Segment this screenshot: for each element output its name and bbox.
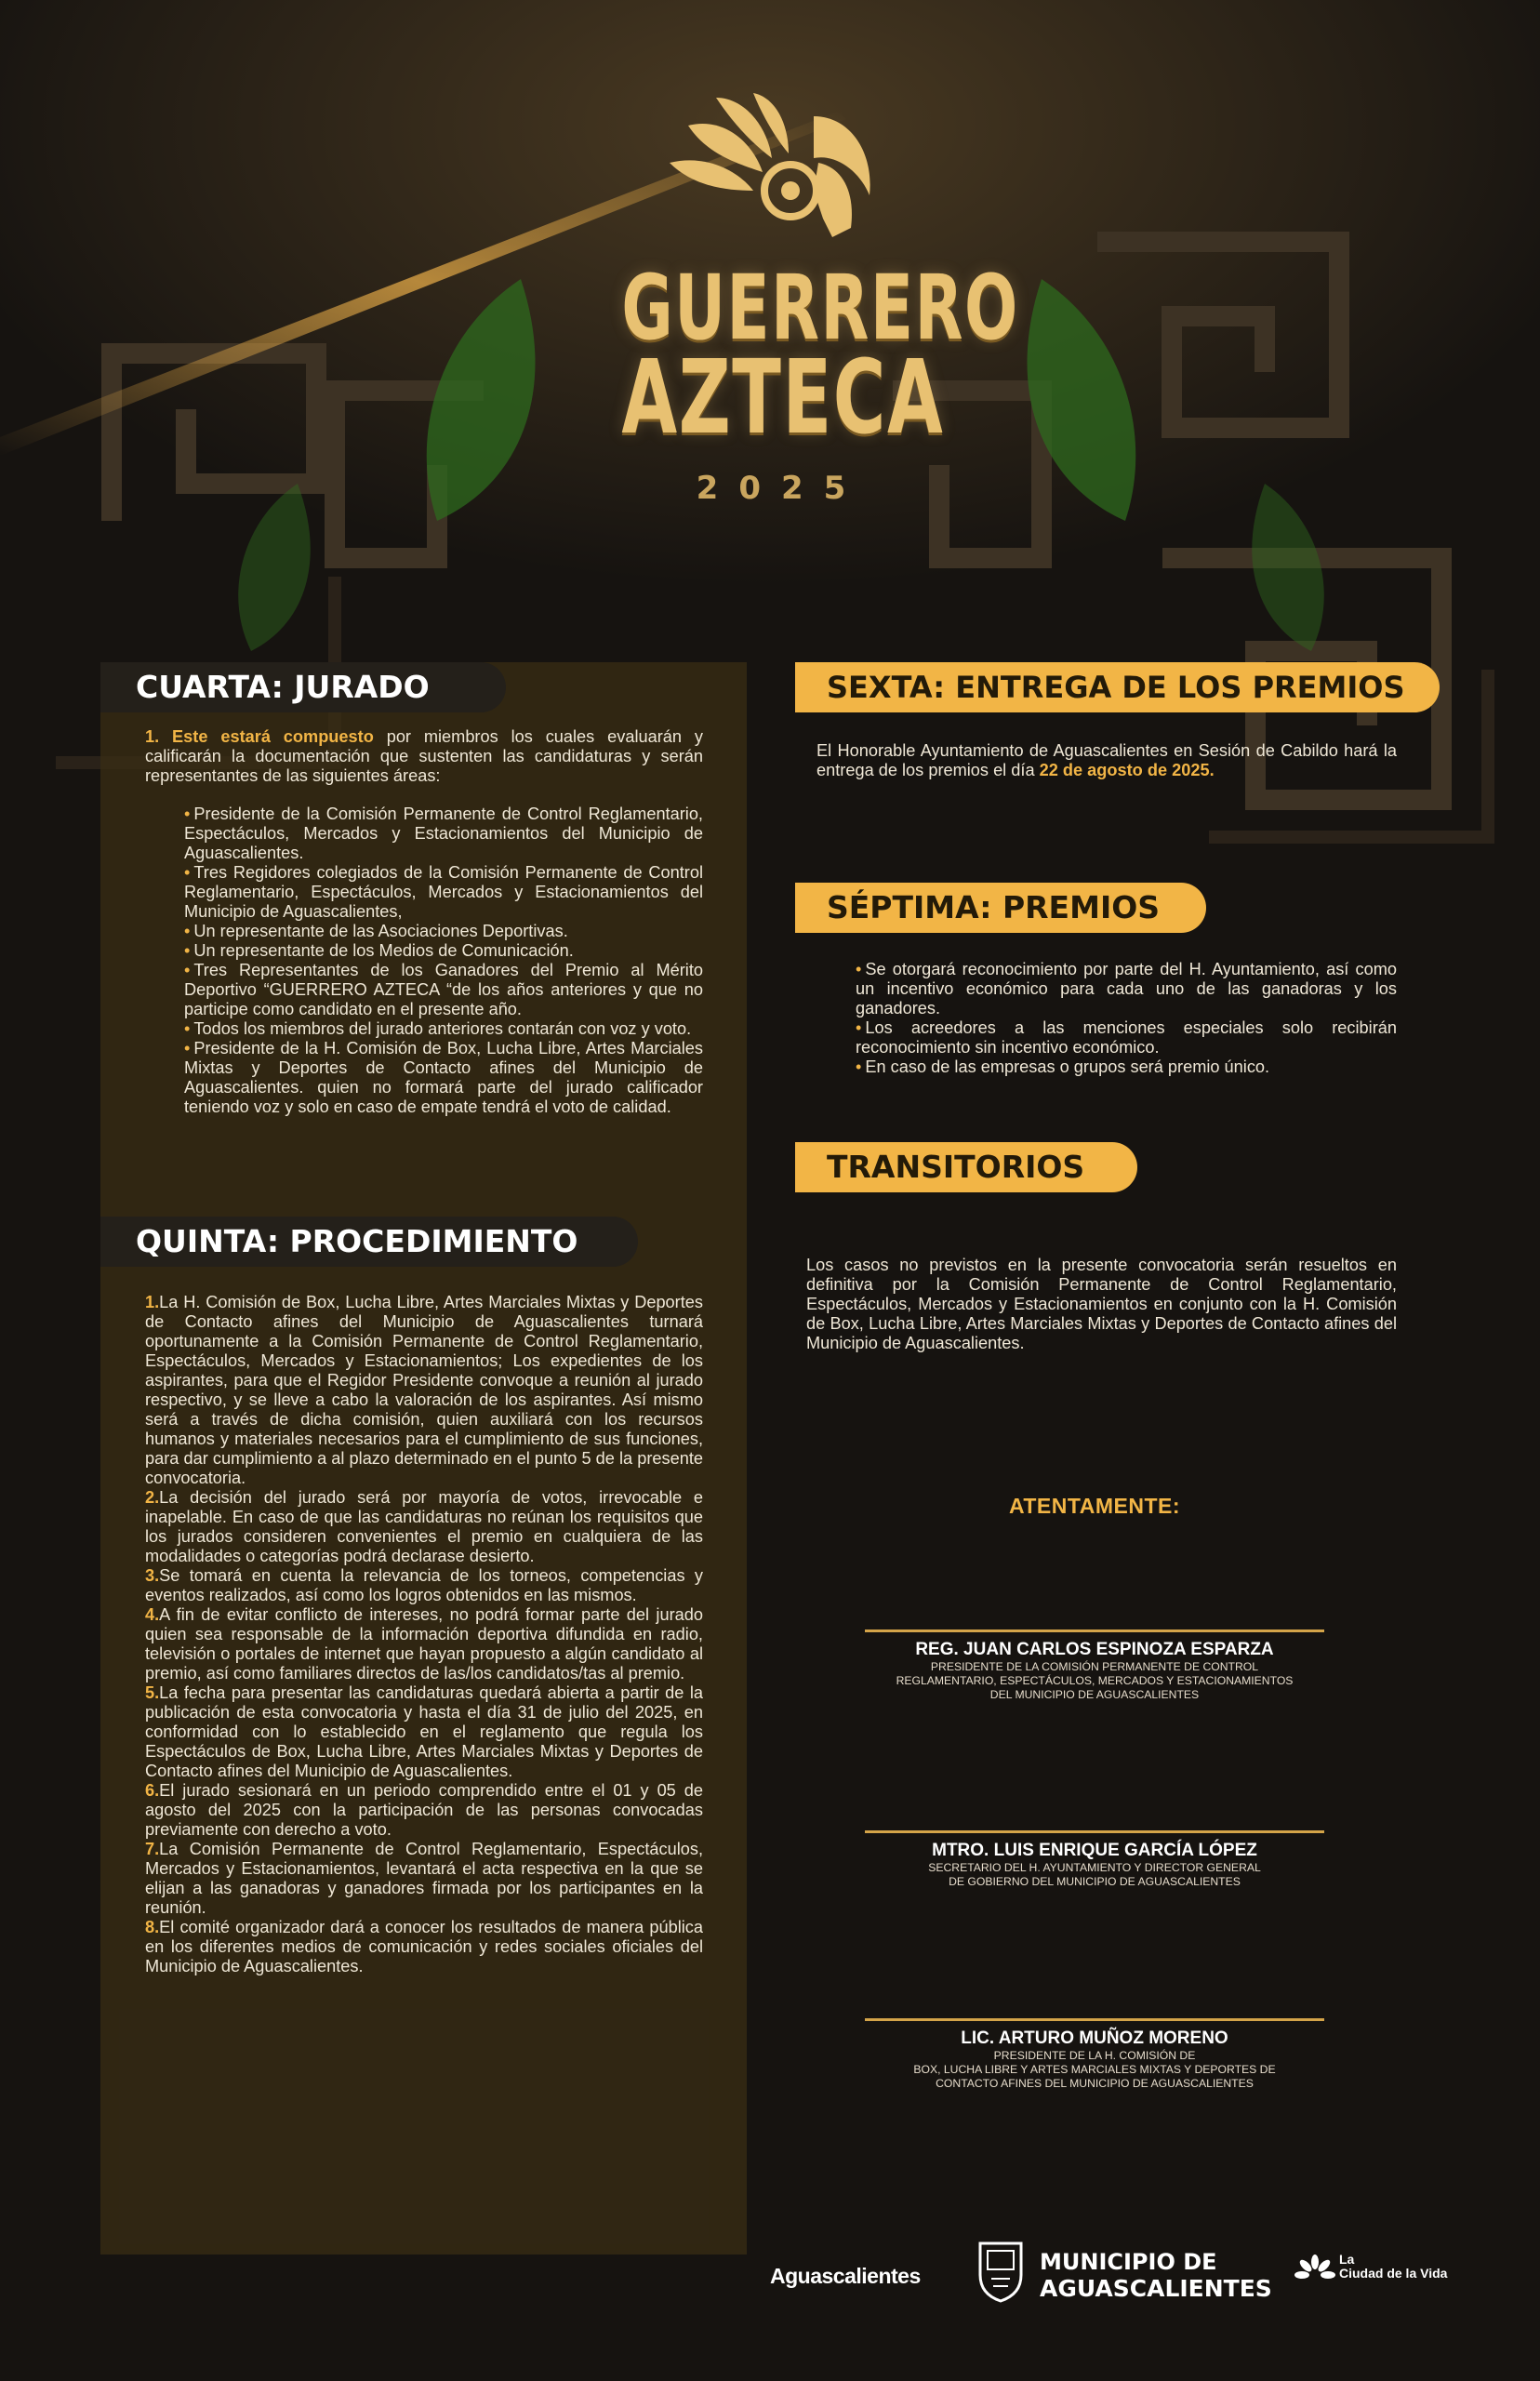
signatory-name: MTRO. LUIS ENRIQUE GARCÍA LÓPEZ	[932, 1841, 1257, 1860]
sexta-date: 22 de agosto de 2025.	[1039, 761, 1215, 779]
procedure-paragraph: 4.A fin de evitar conflicto de intereses, no podrá formar parte del jurado quien sea responsable de la información deportiva difundida en radio, televisión o portales de internet que hayan propuesto a algún candidato al premio, así como familiares directos de las/los candidatos/tas al premio.	[145, 1605, 703, 1683]
municipio-logo-line1: MUNICIPIO DE	[1040, 2249, 1217, 2275]
list-item: • Los acreedores a las menciones especiales solo recibirán reconocimiento sin incentivo económico.	[856, 1018, 1397, 1057]
closing-salutation: ATENTAMENTE:	[1008, 1494, 1180, 1518]
procedure-paragraph: 2.La decisión del jurado será por mayoría de votos, irrevocable e inapelable. En caso de que las candidaturas no reúnan los requisitos que los jurados consideren convenientes el premio en cualquiera de las modalidades o categorías podrá declarase desierto.	[145, 1488, 703, 1565]
list-item: • Tres Regidores colegiados de la Comisión Permanente de Control Reglamentario, Espectáculos, Mercados y Estacionamientos del Municipio de Aguascalientes,	[184, 863, 703, 921]
ciudad-de-la-vida-logo: La Ciudad de la Vida	[1339, 2252, 1448, 2281]
cuarta-intro-text: por miembros los cuales evaluarán y calificarán la documentación que sustenten las candidaturas y serán representantes de las siguientes áreas:	[145, 727, 703, 785]
list-item: • Todos los miembros del jurado anteriores contarán con voz y voto.	[184, 1019, 692, 1038]
list-item: • Un representante de los Medios de Comunicación.	[184, 941, 574, 960]
signatory-role: PRESIDENTE DE LA H. COMISIÓN DE	[993, 2049, 1196, 2062]
municipio-logo-line2: AGUASCALIENTES	[1040, 2275, 1272, 2302]
logo-title-line1: GUERRERO	[621, 256, 1019, 360]
section-heading-cuarta: CUARTA: JURADO	[100, 662, 506, 712]
signature-block	[865, 1830, 1324, 1889]
sexta-content	[816, 741, 1397, 780]
ciudad-de-la-vida-icon	[1293, 2253, 1337, 2297]
cuarta-intro-lead: 1. Este estará compuesto	[145, 727, 374, 746]
municipal-seal-icon	[975, 2236, 1027, 2303]
procedure-paragraph: 3.Se tomará en cuenta la relevancia de los torneos, competencias y eventos realizados, así como los logros obtenidos en las mismos.	[145, 1566, 703, 1604]
section-heading-sexta: SEXTA: ENTREGA DE LOS PREMIOS	[795, 662, 1440, 712]
cuarta-content	[145, 727, 703, 1117]
signatory-role: CONTACTO AFINES DEL MUNICIPIO DE AGUASCALIENTES	[936, 2077, 1254, 2090]
signature-block	[865, 1629, 1324, 1702]
premios-list	[856, 960, 1397, 1077]
signatory-role: DEL MUNICIPIO DE AGUASCALIENTES	[989, 1688, 1200, 1701]
signature-line	[865, 1830, 1324, 1833]
signatory-role: SECRETARIO DEL H. AYUNTAMIENTO Y DIRECTOR GENERAL	[928, 1861, 1261, 1874]
septima-content	[856, 960, 1397, 1077]
jurado-list	[145, 805, 703, 1117]
quinta-content	[145, 1293, 703, 1976]
list-item: • Un representante de las Asociaciones Deportivas.	[184, 922, 568, 940]
procedure-paragraph: 8.El comité organizador dará a conocer los resultados de manera pública en los diferentes medios de comunicación y redes sociales oficiales del Municipio de Aguascalientes.	[145, 1918, 703, 1975]
signature-block	[865, 2018, 1324, 2091]
transitorios-content	[806, 1256, 1397, 1353]
procedure-paragraph: 5.La fecha para presentar las candidaturas quedará abierta a partir de la publicación de esta convocatoria y hasta el día 31 de julio del 2025, en conformidad con lo establecido en el reglamento que regula los Espectáculos de Box, Lucha Libre, Artes Marciales Mixtas y Deportes de Contacto afines del Municipio de Aguascalientes.	[145, 1683, 703, 1780]
section-heading-quinta: QUINTA: PROCEDIMIENTO	[100, 1217, 638, 1267]
sexta-text: El Honorable Ayuntamiento de Aguascalientes en Sesión de Cabildo hará la entrega de los premios el día	[816, 741, 1397, 779]
procedure-paragraph: 7.La Comisión Permanente de Control Reglamentario, Espectáculos, Mercados y Estacionamientos, levantará el acta respectiva en la que se elijan a las ganadoras y ganadores firmada por los participantes en la reunión.	[145, 1840, 703, 1917]
signatory-name: LIC. ARTURO MUÑOZ MORENO	[961, 2029, 1228, 2048]
procedure-paragraph: 1.La H. Comisión de Box, Lucha Libre, Artes Marciales Mixtas y Deportes de Contacto afines del Municipio de Aguascalientes turnará oportunamente a la Comisión Permanente de Control Reglamentario, Espectáculos, Mercados y Estacionamientos; Los expedientes de los aspirantes, para que el Regidor Presidente convoque a reunión al jurado respectivo, y se lleve a cabo la valoración de los aspirantes. Así mismo será a través de dicha comisión, quien auxiliará con los recursos humanos y materiales necesarios para el cumplimiento de sus funciones, para dar cumplimiento a al plazo determinado en el punto 5 de la presente convocatoria.	[145, 1293, 703, 1487]
logo-year: 2025	[696, 470, 867, 507]
cuarta-intro	[145, 727, 703, 786]
signatory-role: REGLAMENTARIO, ESPECTÁCULOS, MERCADOS Y ESTACIONAMIENTOS	[896, 1674, 1294, 1687]
aztec-warrior-icon	[651, 88, 911, 256]
logo-title-line2: AZTECA	[621, 338, 945, 457]
signatory-name: REG. JUAN CARLOS ESPINOZA ESPARZA	[915, 1640, 1274, 1659]
list-item: • En caso de las empresas o grupos será premio único.	[856, 1057, 1270, 1076]
aguascalientes-brand-logo: Aguascalientes	[770, 2264, 921, 2288]
list-item: • Presidente de la H. Comisión de Box, Lucha Libre, Artes Marciales Mixtas y Deportes de Contacto afines del Municipio de Aguascalientes. quien no formará parte del jurado calificador teniendo voz y solo en caso de empate tendrá el voto de calidad.	[184, 1039, 703, 1116]
guerrero-azteca-logo	[577, 88, 1019, 525]
list-item: • Presidente de la Comisión Permanente de Control Reglamentario, Espectáculos, Mercados y Estacionamientos del Municipio de Aguascalientes.	[184, 805, 703, 862]
signature-line	[865, 1629, 1324, 1632]
procedure-paragraph: 6.El jurado sesionará en un periodo comprendido entre el 01 y 05 de agosto del 2025 con la participación de las personas convocadas previamente con derecho a voto.	[145, 1781, 703, 1839]
list-item: • Tres Representantes de los Ganadores del Premio al Mérito Deportivo “GUERRERO AZTECA “de los años anteriores y que no participe como candidato en el presente año.	[184, 961, 703, 1018]
signature-line	[865, 2018, 1324, 2021]
transitorios-text: Los casos no previstos en la presente convocatoria serán resueltos en definitiva por la Comisión Permanente de Control Reglamentario, Espectáculos, Mercados y Estacionamientos en conjunto con la H. Comisión de Box, Lucha Libre, Artes Marciales Mixtas y Deportes de Contacto afines del Municipio de Aguascalientes.	[806, 1256, 1397, 1352]
section-heading-transitorios: TRANSITORIOS	[795, 1142, 1137, 1192]
signatory-role: BOX, LUCHA LIBRE Y ARTES MARCIALES MIXTAS Y DEPORTES DE	[913, 2063, 1276, 2076]
footer-logos	[763, 2228, 1469, 2312]
signatory-role: PRESIDENTE DE LA COMISIÓN PERMANENTE DE CONTROL	[930, 1660, 1259, 1673]
section-heading-septima: SÉPTIMA: PREMIOS	[795, 883, 1206, 933]
signatory-role: DE GOBIERNO DEL MUNICIPIO DE AGUASCALIENTES	[949, 1875, 1241, 1888]
list-item: • Se otorgará reconocimiento por parte del H. Ayuntamiento, así como un incentivo económico para cada uno de las ganadoras y los ganadores.	[856, 960, 1397, 1018]
